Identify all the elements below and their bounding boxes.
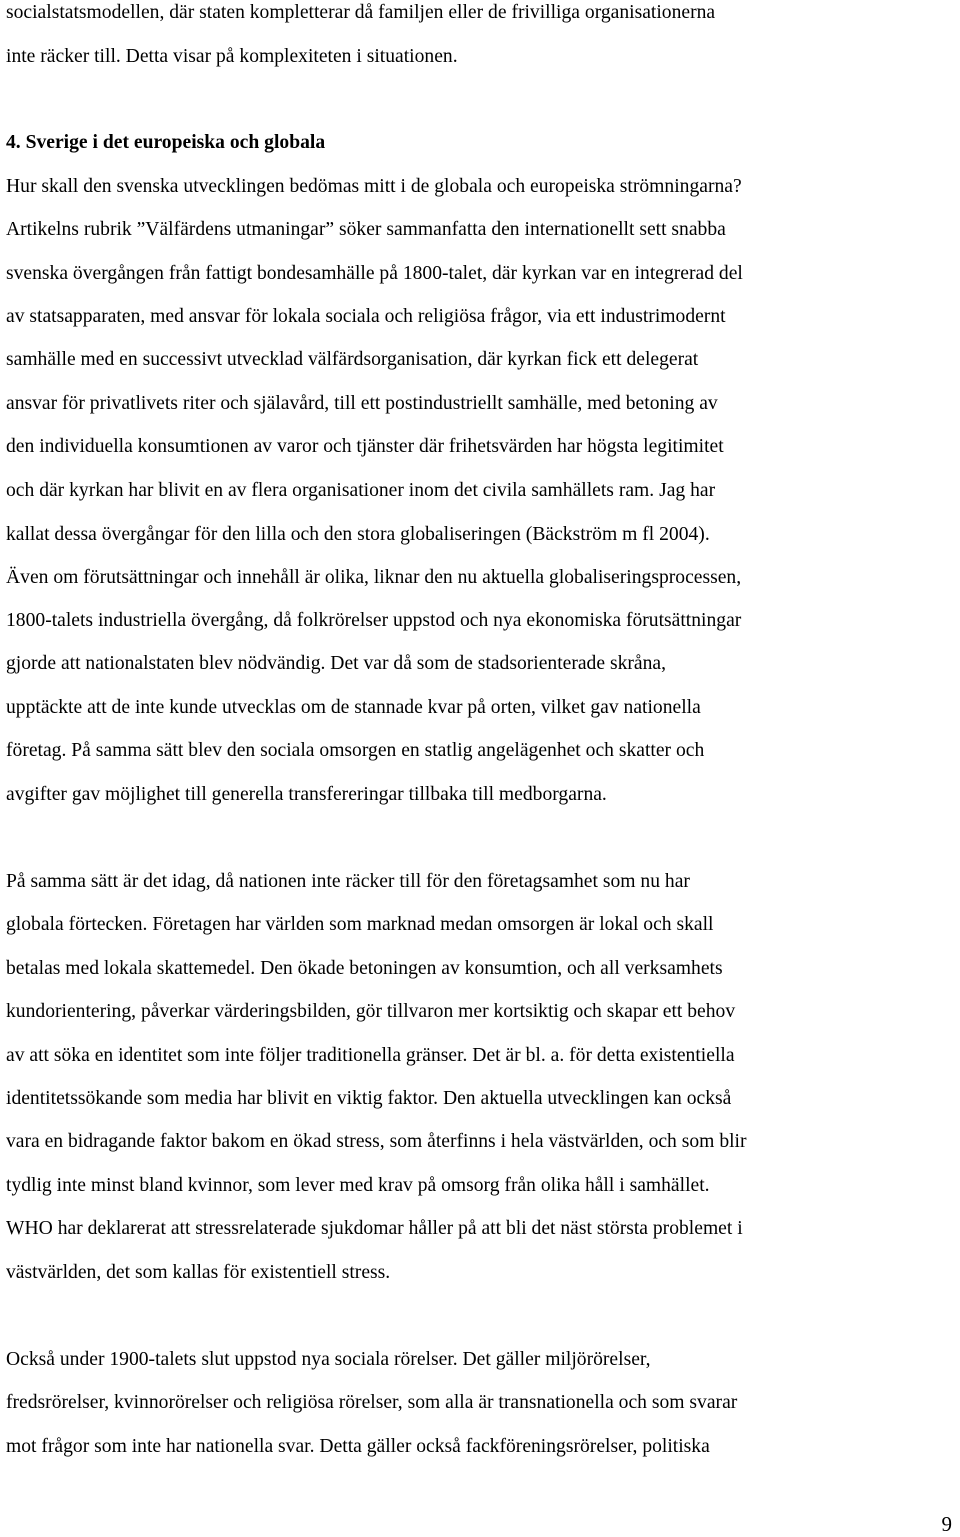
section-heading: 4. Sverige i det europeiska och globala — [6, 132, 326, 153]
text-line: ansvar för privatlivets riter och själavård, till ett postindustriellt samhälle, med betoning av — [6, 393, 718, 414]
text-line: svenska övergången från fattigt bondesamhälle på 1800-talet, där kyrkan var en integrerad del — [6, 263, 743, 284]
text-line: socialstatsmodellen, där staten kompletterar då familjen eller de frivilliga organisationerna — [6, 2, 716, 23]
text-line: 1800-talets industriella övergång, då folkrörelser uppstod och nya ekonomiska förutsättningar — [6, 610, 742, 631]
text-line: Artikelns rubrik ”Välfärdens utmaningar” söker sammanfatta den internationellt sett snabba — [6, 219, 726, 240]
text-line: identitetssökande som media har blivit en viktig faktor. Den aktuella utvecklingen kan också — [6, 1088, 732, 1109]
page-number: 9 — [941, 1512, 952, 1536]
text-line: den individuella konsumtionen av varor och tjänster där frihetsvärden har högsta legitimitet — [6, 436, 724, 457]
text-line: kallat dessa övergångar för den lilla och den stora globaliseringen (Bäckström m fl 2004). — [6, 524, 710, 545]
text-line: av att söka en identitet som inte följer traditionella gränser. Det är bl. a. för detta existentiella — [6, 1045, 735, 1066]
text-line: inte räcker till. Detta visar på komplexiteten i situationen. — [6, 46, 458, 67]
text-line: kundorientering, påverkar värderingsbilden, gör tillvaron mer kortsiktig och skapar ett behov — [6, 1001, 736, 1022]
text-line: tydlig inte minst bland kvinnor, som lever med krav på omsorg från olika håll i samhället. — [6, 1175, 710, 1196]
text-line: mot frågor som inte har nationella svar. Detta gäller också fackföreningsrörelser, politiska — [6, 1436, 710, 1457]
text-line: företag. På samma sätt blev den sociala omsorgen en statlig angelägenhet och skatter och — [6, 740, 705, 761]
text-line: av statsapparaten, med ansvar för lokala sociala och religiösa frågor, via ett industrimodernt — [6, 306, 726, 327]
text-line: samhälle med en successivt utvecklad välfärdsorganisation, där kyrkan fick ett delegerat — [6, 349, 699, 370]
text-line: På samma sätt är det idag, då nationen inte räcker till för den företagsamhet som nu har — [6, 871, 690, 892]
text-line: gjorde att nationalstaten blev nödvändig. Det var då som de stadsorienterade skråna, — [6, 653, 666, 674]
text-line: globala förtecken. Företagen har världen som marknad medan omsorgen är lokal och skall — [6, 914, 714, 935]
text-line: betalas med lokala skattemedel. Den ökade betoningen av konsumtion, och all verksamhets — [6, 958, 723, 979]
text-line: och där kyrkan har blivit en av flera organisationer inom det civila samhällets ram. Jag har — [6, 480, 716, 501]
text-line: västvärlden, det som kallas för existentiell stress. — [6, 1262, 391, 1283]
text-line: fredsrörelser, kvinnorörelser och religiösa rörelser, som alla är transnationella och som svarar — [6, 1392, 738, 1413]
text-line: upptäckte att de inte kunde utvecklas om de stannade kvar på orten, vilket gav nationella — [6, 697, 701, 718]
text-line: Också under 1900-talets slut uppstod nya sociala rörelser. Det gäller miljörörelser, — [6, 1349, 651, 1370]
text-line: WHO har deklarerat att stressrelaterade sjukdomar håller på att bli det näst största problemet i — [6, 1218, 743, 1239]
text-line: Även om förutsättningar och innehåll är olika, liknar den nu aktuella globaliseringsprocessen, — [6, 567, 742, 588]
text-line: vara en bidragande faktor bakom en ökad stress, som återfinns i hela västvärlden, och som blir — [6, 1131, 747, 1152]
text-line: Hur skall den svenska utvecklingen bedömas mitt i de globala och europeiska strömningarna? — [6, 176, 742, 197]
text-line: avgifter gav möjlighet till generella transfereringar tillbaka till medborgarna. — [6, 784, 607, 805]
